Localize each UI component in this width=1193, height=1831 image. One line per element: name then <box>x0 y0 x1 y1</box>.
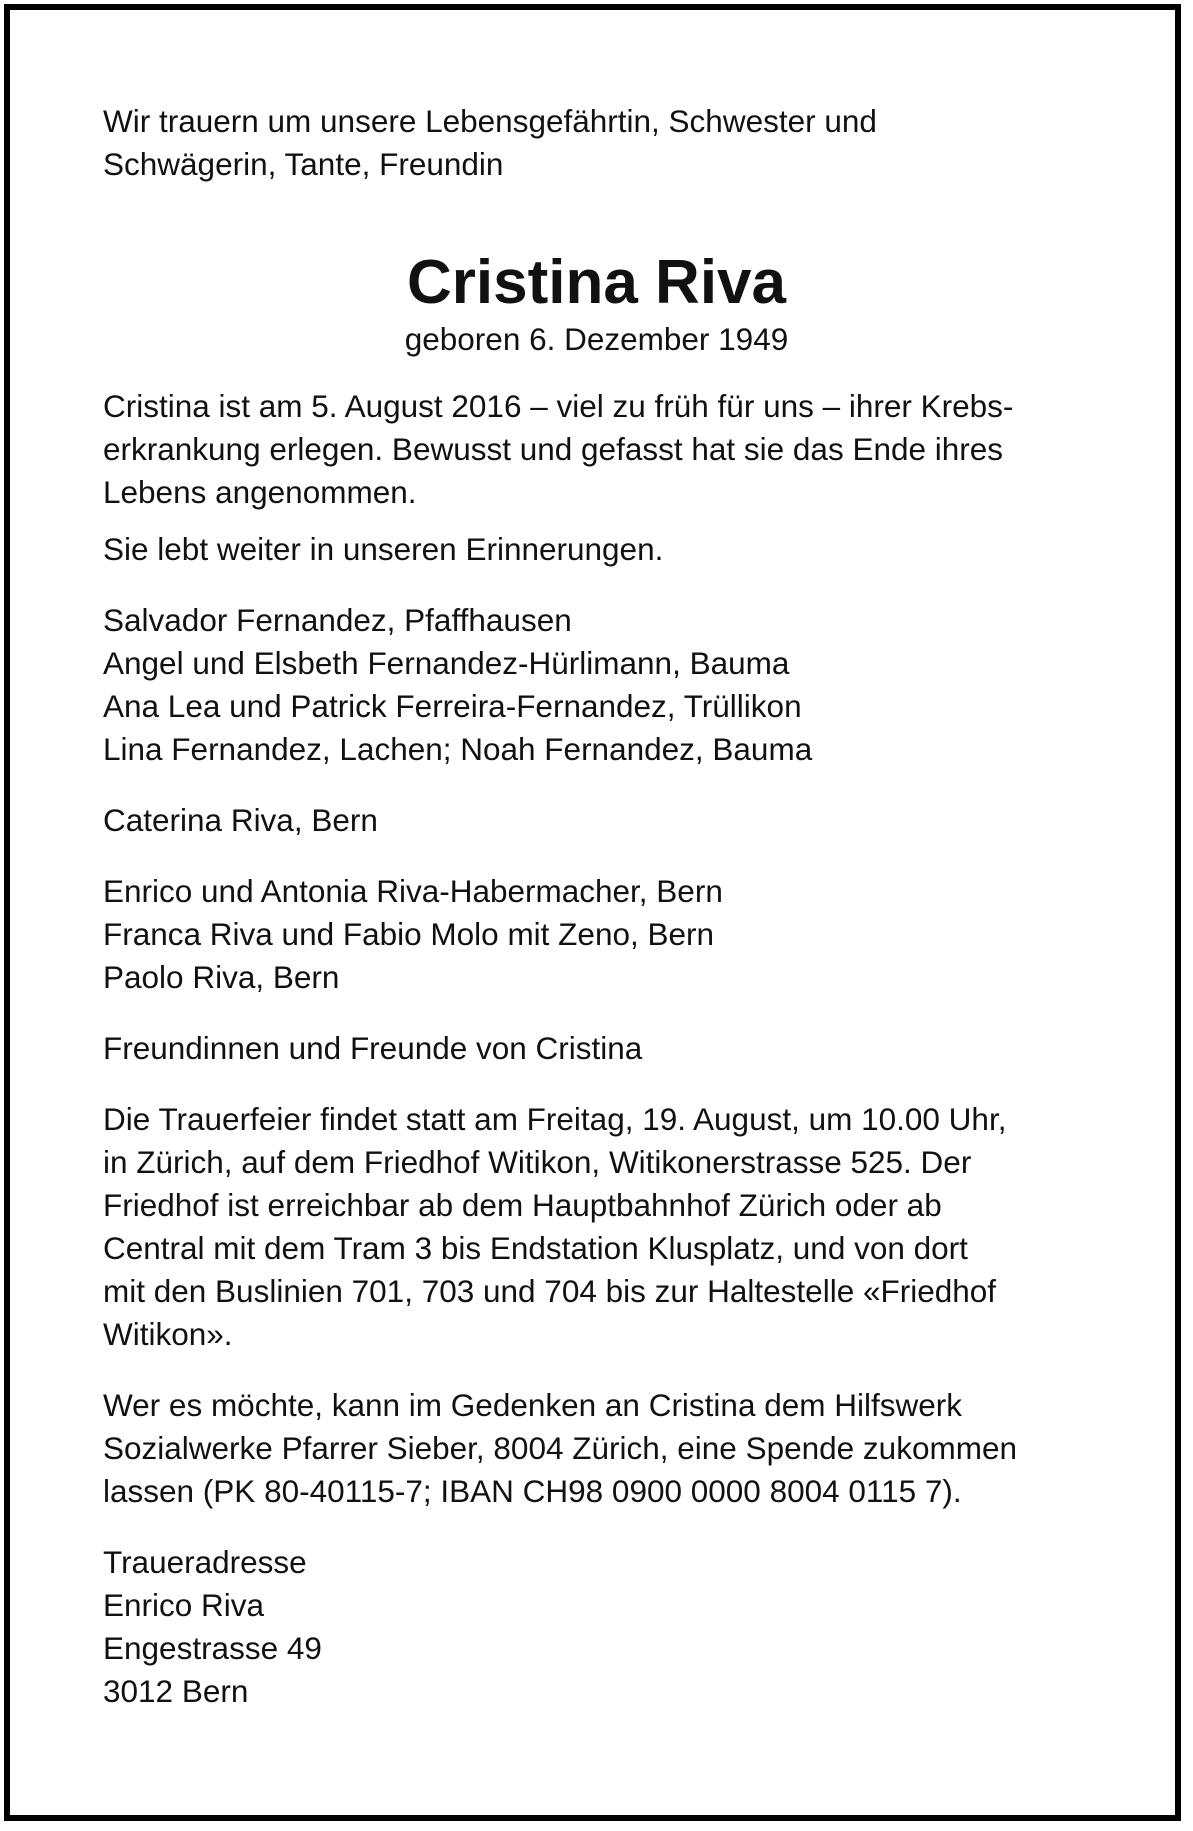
intro-text <box>103 100 1103 186</box>
memory-text: Sie lebt weiter in unseren Erinnerungen. <box>103 531 664 567</box>
ceremony-line: mit den Buslinien 701, 703 und 704 bis zur Haltestelle «Friedhof <box>103 1273 997 1309</box>
address-line: 3012 Bern <box>103 1673 249 1709</box>
mourning-address <box>103 1541 1103 1713</box>
intro-line: Wir trauern um unsere Lebensgefährtin, Schwester und <box>103 103 877 139</box>
mourner-line: Salvador Fernandez, Pfaffhausen <box>103 602 572 638</box>
death-notice-text <box>103 385 1103 514</box>
ceremony-line: Friedhof ist erreichbar ab dem Hauptbahnhof Zürich oder ab <box>103 1187 942 1223</box>
intro-line: Schwägerin, Tante, Freundin <box>103 146 504 182</box>
ceremony-line: Die Trauerfeier findet statt am Freitag, 19. August, um 10.00 Uhr, <box>103 1101 1007 1137</box>
ceremony-line: Witikon». <box>103 1316 233 1352</box>
mourner-line: Caterina Riva, Bern <box>103 802 378 838</box>
mourner-line: Enrico und Antonia Riva-Habermacher, Bern <box>103 873 723 909</box>
deceased-name: Cristina Riva <box>406 248 787 317</box>
ceremony-line: Central mit dem Tram 3 bis Endstation Klusplatz, und von dort <box>103 1230 968 1266</box>
death-notice-line: Cristina ist am 5. August 2016 – viel zu früh für uns – ihrer Krebs- <box>103 388 1014 424</box>
mourner-line: Lina Fernandez, Lachen; Noah Fernandez, Bauma <box>103 731 813 767</box>
donation-line: lassen (PK 80-40115-7; IBAN CH98 0900 0000 8004 0115 7). <box>103 1473 962 1509</box>
mourner-line: Ana Lea und Patrick Ferreira-Fernandez, Trüllikon <box>103 688 802 724</box>
obituary-notice <box>103 100 1103 1713</box>
ceremony-line: in Zürich, auf dem Friedhof Witikon, Witikonerstrasse 525. Der <box>103 1144 972 1180</box>
mourner-line: Paolo Riva, Bern <box>103 959 340 995</box>
donation-line: Wer es möchte, kann im Gedenken an Cristina dem Hilfswerk <box>103 1387 963 1423</box>
mourners-group-riva <box>103 870 1103 999</box>
donation-line: Sozialwerke Pfarrer Sieber, 8004 Zürich, eine Spende zukommen <box>103 1430 1017 1466</box>
mourner-line: Franca Riva und Fabio Molo mit Zeno, Bern <box>103 916 715 952</box>
donation-text <box>103 1384 1103 1513</box>
mourners-group-caterina <box>103 799 1103 842</box>
mourners-group-fernandez <box>103 599 1103 771</box>
birth-date: geboren 6. Dezember 1949 <box>404 321 789 357</box>
friends-text: Freundinnen und Freunde von Cristina <box>103 1030 643 1066</box>
death-notice-line: erkrankung erlegen. Bewusst und gefasst hat sie das Ende ihres <box>103 431 1004 467</box>
address-line: Traueradresse <box>103 1544 307 1580</box>
mourner-line: Angel und Elsbeth Fernandez-Hürlimann, Bauma <box>103 645 790 681</box>
ceremony-text <box>103 1098 1103 1356</box>
address-line: Enrico Riva <box>103 1587 265 1623</box>
address-line: Engestrasse 49 <box>103 1630 322 1666</box>
death-notice-line: Lebens angenommen. <box>103 474 417 510</box>
